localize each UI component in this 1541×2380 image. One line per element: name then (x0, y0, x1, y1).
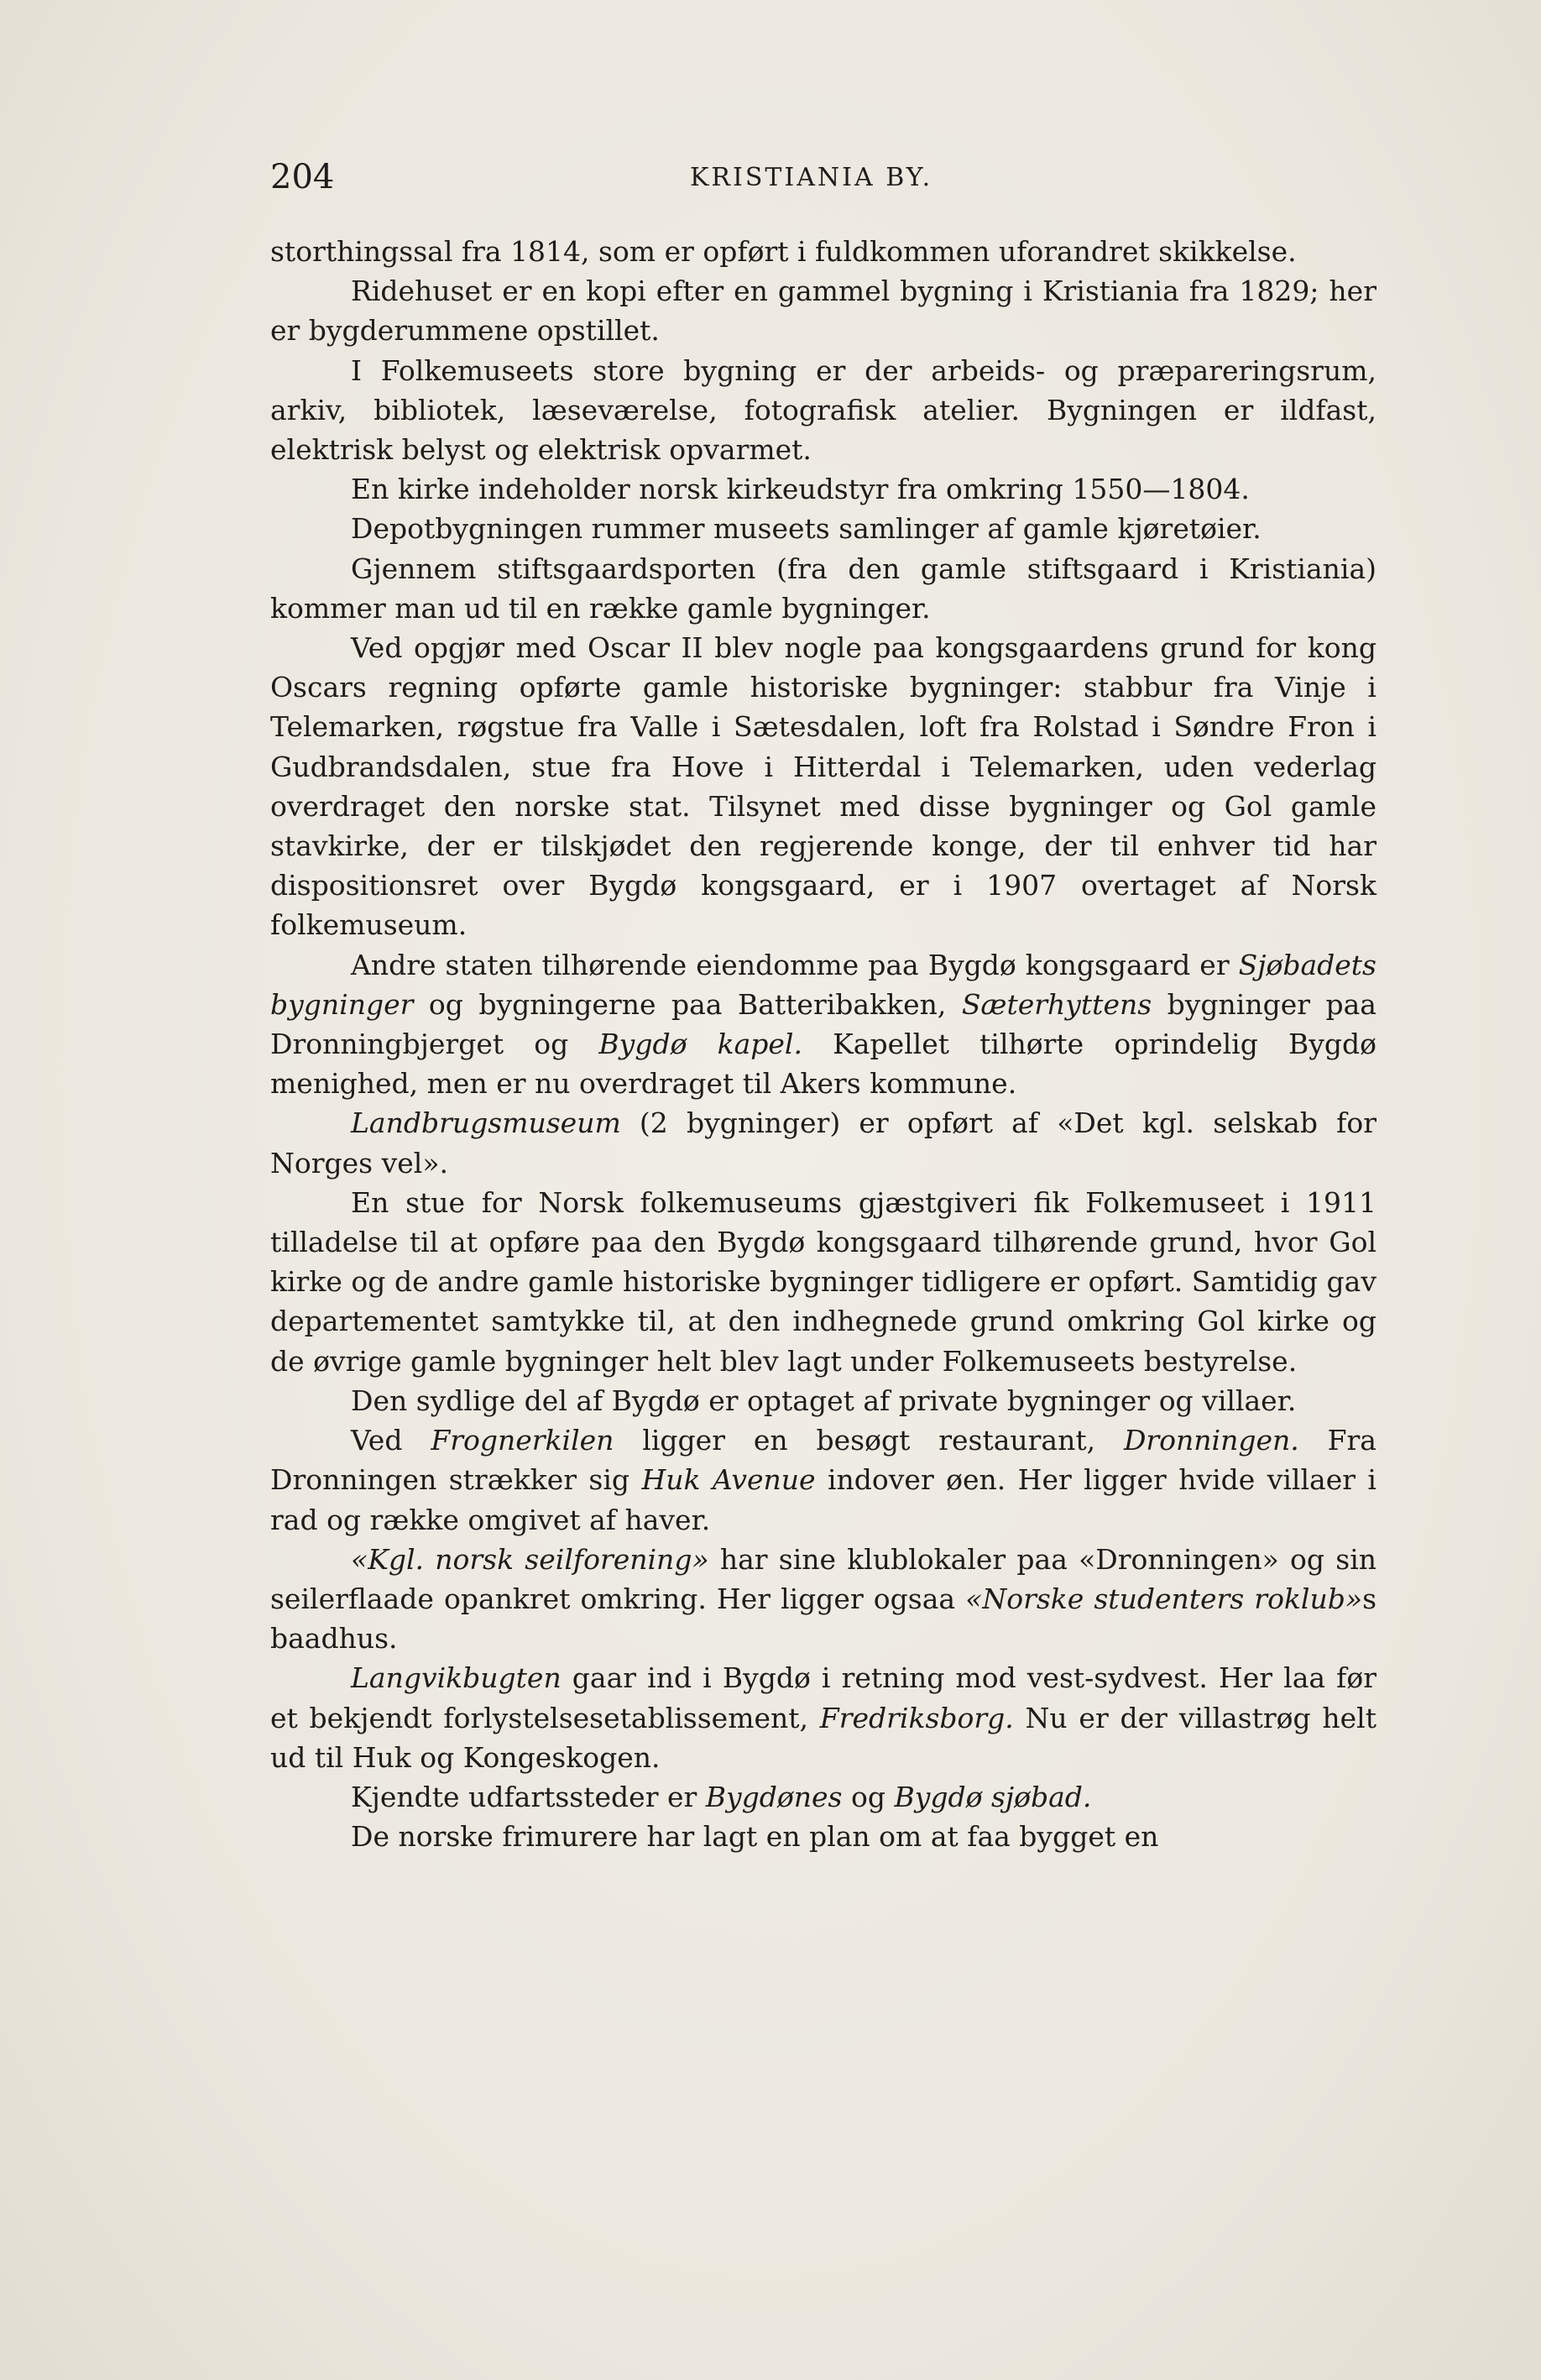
text-run: Ridehuset er en kopi efter en gammel bygning i Kristiania fra 1829; her er bygderummene opstillet. (270, 275, 1376, 348)
paragraph (270, 549, 1376, 628)
text-run: Depotbygningen rummer museets samlinger af gamle kjøretøier. (351, 512, 1262, 546)
italic-phrase: Langvikbugten (351, 1661, 562, 1695)
paragraph (270, 469, 1376, 509)
text-run: I Folkemuseets store bygning er der arbeids- og præpareringsrum, arkiv, bibliotek, læseværelse, fotografisk atelier. Bygningen er ildfast, elektrisk belyst og elektrisk opvarmet. (270, 353, 1376, 467)
text-run: En stue for Norsk folkemuseums gjæstgiveri fik Folkemuseet i 1911 tilladelse til at opføre paa den Bygdø kongsgaard tilhørende grund, hvor Gol kirke og de andre gamle historiske bygninger tidligere er opført. Samtidig gav departementet samtykke til, at den indhegnede grund omkring Gol kirke og de øvrige gamle bygninger helt blev lagt under Folkemuseets bestyrelse. (270, 1185, 1376, 1378)
italic-phrase: Landbrugsmuseum (351, 1106, 621, 1140)
italic-phrase: Sæterhyttens (961, 987, 1152, 1021)
body-text (270, 232, 1376, 1856)
paragraph (270, 232, 1376, 271)
text-run: Andre staten tilhørende eiendomme paa Bygdø kongsgaard er (351, 948, 1239, 981)
text-run: Kapellet tilhørte oprindelig Bygdø menighed, men er nu overdraget til Akers kommune. (270, 1028, 1376, 1101)
paragraph (270, 351, 1376, 470)
text-run: gaar ind i Bygdø i retning mod vest-sydvest. Her laa før et bekjendt forlystelsesetablissement, (270, 1661, 1376, 1734)
paragraph (270, 945, 1376, 1104)
paragraph (270, 628, 1376, 945)
text-run: Kjendte udfartssteder er (351, 1780, 706, 1813)
italic-phrase: Huk Avenue (641, 1463, 816, 1497)
text-run: Den sydlige del af Bygdø er optaget af private bygninger og villaer. (351, 1384, 1297, 1417)
italic-phrase: Fredriksborg. (819, 1701, 1014, 1734)
text-run: Nu er der villastrøg helt ud til Huk og Kongeskogen. (270, 1701, 1376, 1774)
paragraph (270, 1103, 1376, 1182)
text-run: Gjennem stiftsgaardsporten (fra den gamle stiftsgaard i Kristiania) kommer man ud til en række gamle bygninger. (270, 552, 1376, 625)
italic-phrase: «Norske studenters roklub» (965, 1582, 1363, 1615)
text-run: En kirke indeholder norsk kirkeudstyr fra omkring 1550—1804. (351, 473, 1250, 506)
italic-phrase: Dronningen. (1123, 1424, 1299, 1457)
paragraph (270, 1817, 1376, 1856)
paragraph (270, 1777, 1376, 1817)
text-run: bygninger paa Dronningbjerget og (270, 987, 1376, 1061)
italic-phrase: Bygdø sjøbad. (894, 1780, 1092, 1813)
text-run: indover øen. Her ligger hvide villaer i rad og række omgivet af haver. (270, 1463, 1376, 1536)
text-run: og (842, 1780, 895, 1813)
text-run: Fra Dronningen strækker sig (270, 1424, 1376, 1497)
page-number: 204 (270, 158, 335, 196)
paragraph (270, 1540, 1376, 1659)
italic-phrase: «Kgl. norsk seilforening» (351, 1542, 709, 1576)
running-head: KRISTIANIA BY. (690, 163, 933, 192)
text-run: og bygningerne paa Batteribakken, (413, 987, 962, 1021)
italic-phrase: Frognerkilen (431, 1424, 614, 1457)
text-run: storthingssal fra 1814, som er opført i fuldkommen uforandret skikkelse. (270, 235, 1297, 268)
paragraph (270, 1183, 1376, 1381)
paragraph (270, 1420, 1376, 1540)
paragraph (270, 509, 1376, 548)
paragraph (270, 1658, 1376, 1777)
italic-phrase: Sjøbadets bygninger (270, 948, 1376, 1021)
text-run: har sine klublokaler paa «Dronningen» og sin seilerflaade opankret omkring. Her ligger ogsaa (270, 1542, 1376, 1615)
text-run: De norske frimurere har lagt en plan om at faa bygget en (351, 1820, 1159, 1854)
paragraph (270, 271, 1376, 350)
text-run: Ved opgjør med Oscar II blev nogle paa kongsgaardens grund for kong Oscars regning opførte gamle historiske bygninger: stabbur fra Vinje i Telemarken, røgstue fra Valle i Sætesdalen, loft fra Rolstad i Søndre Fron i Gudbrandsdalen, stue fra Hove i Hitterdal i Telemarken, uden vederlag overdraget den norske stat. Tilsynet med disse bygninger og Gol gamle stavkirke, der er tilskjødet den regjerende konge, der til enhver tid har dispositionsret over Bygdø kongsgaard, er i 1907 overtaget af Norsk folkemuseum. (270, 631, 1376, 942)
text-run: ligger en besøgt restaurant, (614, 1424, 1124, 1457)
text-run: s baadhus. (270, 1582, 1376, 1656)
text-run: (2 bygninger) er opført af «Det kgl. selskab for Norges vel». (270, 1106, 1376, 1180)
page-header (270, 156, 1376, 207)
italic-phrase: Bygdønes (705, 1780, 843, 1813)
paragraph (270, 1381, 1376, 1420)
text-run: Ved (351, 1424, 431, 1457)
italic-phrase: Bygdø kapel. (598, 1028, 802, 1061)
